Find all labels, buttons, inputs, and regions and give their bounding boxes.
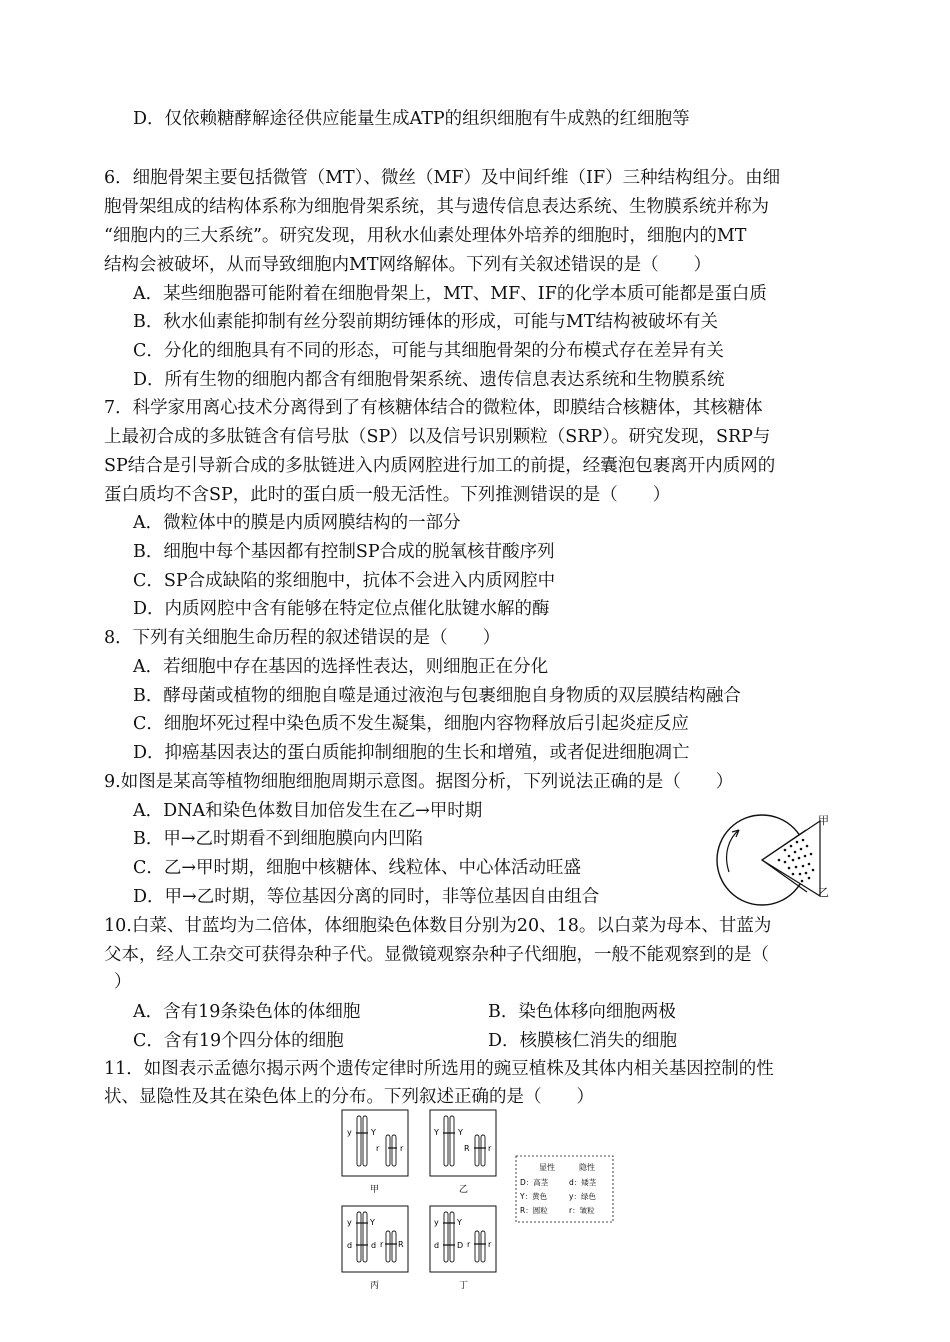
- q6-stem-line-3: “细胞内的三大系统”。研究发现，用秋水仙素处理体外培养的细胞时，细胞内的MT: [104, 226, 747, 246]
- gene-label: r: [400, 1144, 404, 1153]
- q8-option-d: D．抑癌基因表达的蛋白质能抑制细胞的生长和增殖，或者促进细胞凋亡: [133, 743, 690, 763]
- cycle-direction-arrow: [727, 830, 739, 872]
- panel-label: 丙: [370, 1281, 380, 1291]
- q7-stem-line-2: 上最初合成的多肽链含有信号肽（SP）以及信号识别颗粒（SRP）。研究发现，SRP与: [104, 427, 771, 447]
- gene-label: y: [347, 1128, 352, 1137]
- gene-label: Y: [434, 1128, 439, 1137]
- q6-option-b: B．秋水仙素能抑制有丝分裂前期纺锤体的形成，可能与MT结构被破坏有关: [133, 312, 718, 332]
- cell-cycle-diagram: [705, 812, 837, 907]
- trait-legend: [516, 1156, 613, 1222]
- q6-stem-line-1: 6．细胞骨架主要包括微管（MT）、微丝（MF）及中间纤维（IF）三种结构组分。由细: [104, 168, 781, 188]
- legend-recessive: y：绿色: [569, 1192, 596, 1201]
- gene-label: y: [434, 1218, 439, 1227]
- legend-recessive: r：皱粒: [569, 1206, 595, 1215]
- q6-option-d: D．所有生物的细胞内都含有细胞骨架系统、遗传信息表达系统和生物膜系统: [133, 370, 725, 390]
- gene-label: d: [434, 1241, 440, 1250]
- gene-label: R: [398, 1240, 404, 1249]
- q8-option-b: B．酵母菌或植物的细胞自噬是通过液泡与包裹细胞自身物质的双层膜结构融合: [133, 686, 741, 706]
- q9-option-a: A．DNA和染色体数目加倍发生在乙→甲时期: [133, 801, 483, 821]
- legend-header-dominant: 显性: [539, 1163, 555, 1172]
- gene-label: Y: [457, 1218, 462, 1227]
- q8-option-a: A．若细胞中存在基因的选择性表达，则细胞正在分化: [133, 657, 549, 677]
- q10-option-c: C．含有19个四分体的细胞: [133, 1031, 344, 1051]
- gene-label: Y: [371, 1128, 376, 1137]
- panel-jia: [342, 1110, 408, 1195]
- q7-stem-line-1: 7．科学家用离心技术分离得到了有核糖体结合的微粒体，即膜结合核糖体，其核糖体: [104, 398, 763, 418]
- gene-label: r: [380, 1240, 384, 1249]
- legend-dominant: R：圆粒: [520, 1206, 548, 1215]
- legend-recessive: d：矮茎: [569, 1178, 597, 1187]
- q10-stem-line-2: 父本，经人工杂交可获得杂种子代。显微镜观察杂种子代细胞，一般不能观察到的是（: [104, 945, 769, 965]
- q8-stem: 8．下列有关细胞生命历程的叙述错误的是（ ）: [104, 628, 501, 648]
- legend-header-recessive: 隐性: [579, 1163, 595, 1172]
- panel-yi: [430, 1110, 496, 1195]
- q10-option-d: D．核膜核仁消失的细胞: [488, 1031, 678, 1051]
- q10-option-b: B．染色体移向细胞两极: [488, 1002, 676, 1022]
- gene-label: r: [488, 1144, 492, 1153]
- q6-stem-line-2: 胞骨架组成的结构体系称为细胞骨架系统，其与遗传信息表达系统、生物膜系统并称为: [104, 197, 769, 217]
- q10-stem-line-1: 10.白菜、甘蓝均为二倍体，体细胞染色体数目分别为20、18。以白菜为母本、甘蓝为: [104, 916, 772, 936]
- q7-stem-line-3: SP结合是引导新合成的多肽链进入内质网腔进行加工的前提，经囊泡包裹离开内质网的: [104, 456, 776, 476]
- q11-stem-line-2: 状、显隐性及其在染色体上的分布。下列叙述正确的是（ ）: [104, 1087, 594, 1107]
- q11-stem-line-1: 11．如图表示孟德尔揭示两个遗传定律时所选用的豌豆植株及其体内相关基因控制的性: [104, 1059, 774, 1079]
- gene-label: r: [376, 1144, 380, 1153]
- q9-option-b: B．甲→乙时期看不到细胞膜向内凹陷: [133, 829, 424, 849]
- q6-option-a: A．某些细胞器可能附着在细胞骨架上，MT、MF、IF的化学本质可能都是蛋白质: [133, 284, 767, 304]
- gene-label: R: [464, 1144, 470, 1153]
- q6-stem-line-4: 结构会被破坏，从而导致细胞内MT网络解体。下列有关叙述错误的是（ ）: [104, 255, 712, 275]
- q9-option-c: C．乙→甲时期，细胞中核糖体、线粒体、中心体活动旺盛: [133, 858, 582, 878]
- panel-ding: [430, 1206, 496, 1291]
- gene-label: d: [371, 1241, 377, 1250]
- gene-label: r: [488, 1240, 492, 1249]
- gene-label: Y: [458, 1128, 463, 1137]
- panel-label: 甲: [370, 1185, 380, 1195]
- panel-bing: [342, 1206, 408, 1291]
- panel-label: 丁: [459, 1281, 469, 1291]
- q7-option-d: D．内质网腔中含有能够在特定位点催化肽键水解的酶: [133, 599, 550, 619]
- cell-cycle-sector: [762, 821, 820, 896]
- label-jia: 甲: [818, 814, 829, 827]
- q9-stem: 9.如图是某高等植物细胞细胞周期示意图。据图分析，下列说法正确的是（ ）: [104, 772, 734, 792]
- pea-gene-diagram: [336, 1108, 616, 1292]
- gene-label: d: [347, 1241, 353, 1250]
- q10-stem-line-3: ）: [114, 972, 132, 992]
- panel-label: 乙: [459, 1185, 469, 1195]
- label-yi: 乙: [818, 886, 829, 899]
- q6-option-c: C．分化的细胞具有不同的形态，可能与其细胞骨架的分布模式存在差异有关: [133, 341, 724, 361]
- gene-label: r: [467, 1240, 471, 1249]
- gene-label: D: [457, 1241, 464, 1250]
- q7-option-c: C．SP合成缺陷的浆细胞中，抗体不会进入内质网腔中: [133, 571, 556, 591]
- q10-option-a: A．含有19条染色体的体细胞: [133, 1002, 361, 1022]
- legend-dominant: D：高茎: [520, 1178, 549, 1187]
- q8-option-c: C．细胞坏死过程中染色质不发生凝集，细胞内容物释放后引起炎症反应: [133, 714, 689, 734]
- q7-stem-line-4: 蛋白质均不含SP，此时的蛋白质一般无活性。下列推测错误的是（ ）: [104, 485, 671, 505]
- q7-option-a: A．微粒体中的膜是内质网膜结构的一部分: [133, 513, 461, 533]
- q5-option-d: D．仅依赖糖酵解途径供应能量生成ATP的组织细胞有牛成熟的红细胞等: [133, 109, 690, 129]
- q7-option-b: B．细胞中每个基因都有控制SP合成的脱氧核苷酸序列: [133, 542, 555, 562]
- gene-label: Y: [370, 1218, 375, 1227]
- legend-dominant: Y：黄色: [520, 1192, 548, 1201]
- gene-label: y: [347, 1218, 352, 1227]
- q9-option-d: D．甲→乙时期，等位基因分离的同时，非等位基因自由组合: [133, 887, 600, 907]
